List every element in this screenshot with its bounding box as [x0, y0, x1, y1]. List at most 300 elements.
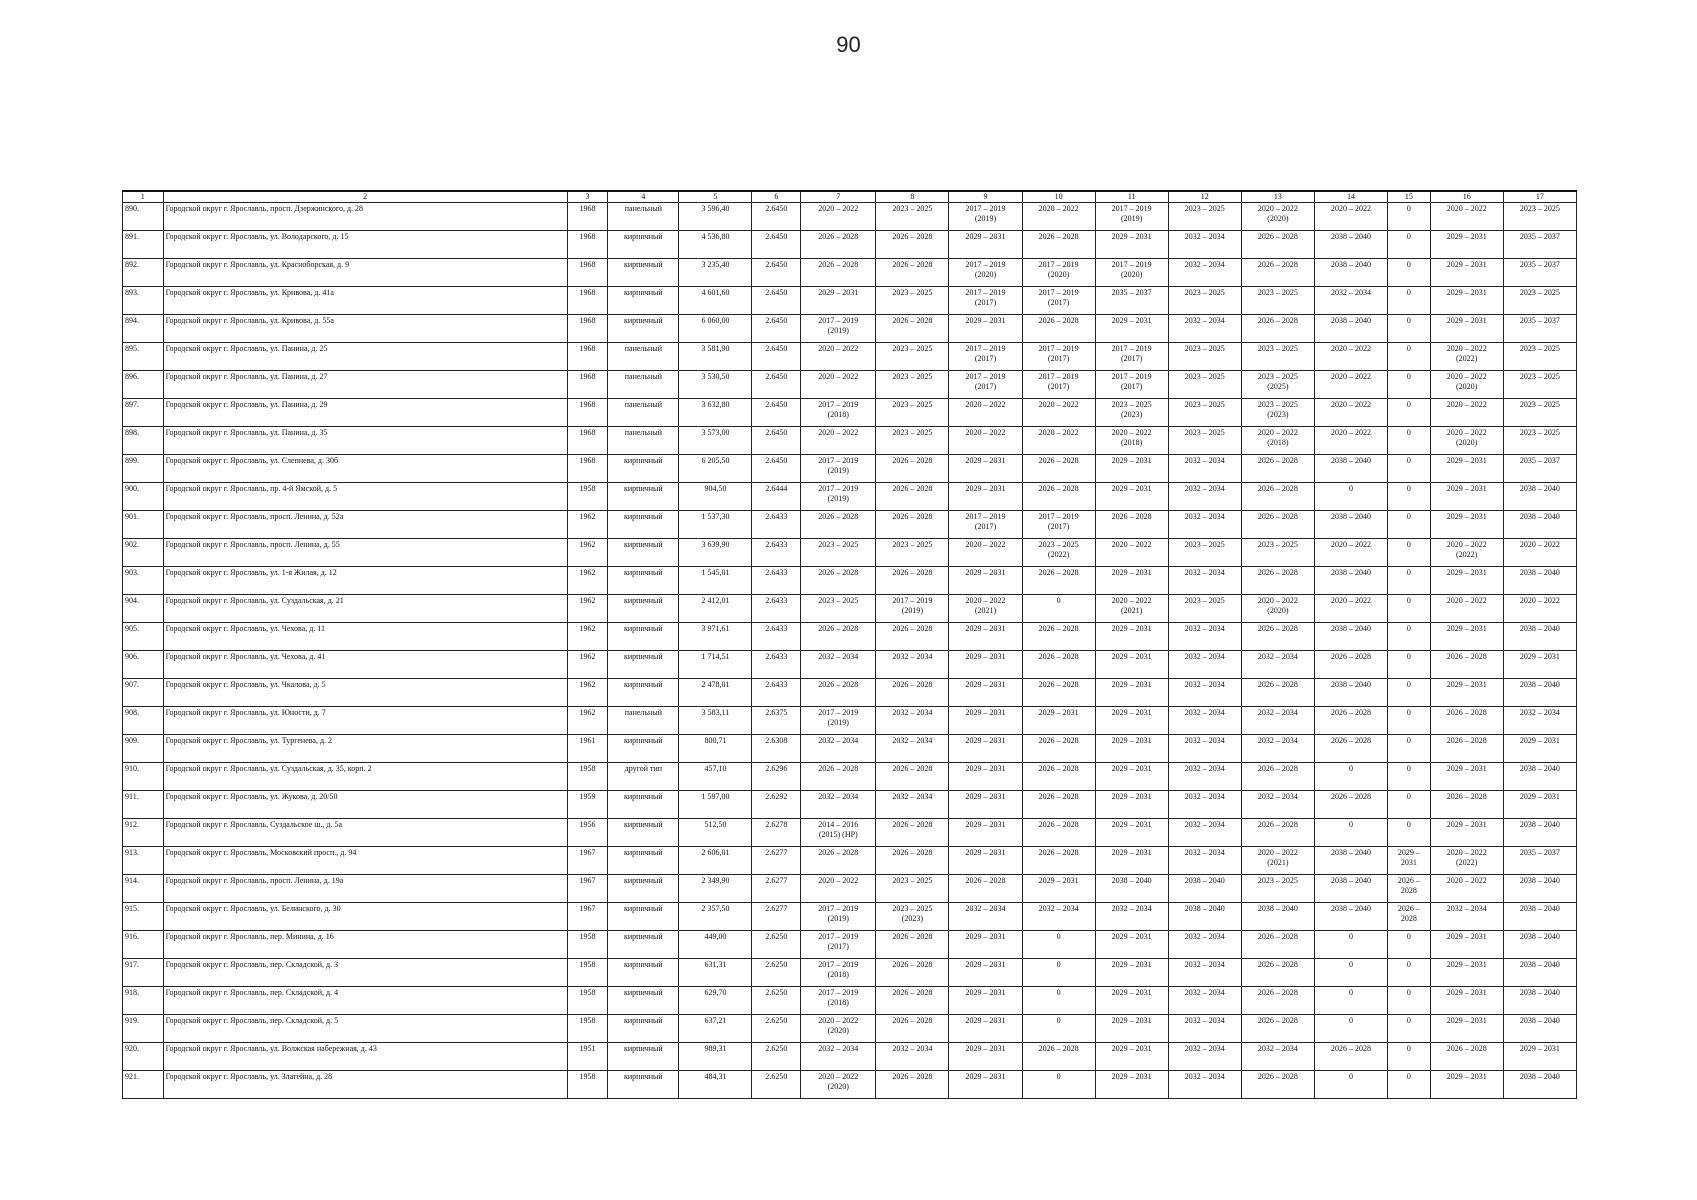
table-cell: 2017 – 2019 (2017) [1022, 287, 1095, 315]
table-cell: 2032 – 2034 [1168, 791, 1241, 819]
table-cell: 2.6296 [752, 763, 801, 791]
table-cell: 2032 – 2034 [1168, 1071, 1241, 1099]
table-cell: 2017 – 2019 (2019) [801, 315, 876, 343]
table-cell: 2029 – 2031 [949, 1043, 1022, 1071]
table-cell: 2026 – 2028 [876, 847, 949, 875]
column-header: 5 [679, 191, 752, 203]
address-cell: Городской округ г. Ярославль, просп. Ленина, д. 52а [163, 511, 567, 539]
table-cell: 0 [1388, 735, 1431, 763]
table-row [123, 959, 1577, 987]
table-cell: 2029 – 2031 [1430, 455, 1503, 483]
table-cell: 2023 – 2025 [1168, 595, 1241, 623]
address-cell: Городской округ г. Ярославль, ул. 1-я Жилая, д. 12 [163, 567, 567, 595]
table-cell: 2026 – 2028 [1241, 623, 1314, 651]
table-cell: панельный [608, 707, 679, 735]
table-cell: 2032 – 2034 [1168, 483, 1241, 511]
table-cell: 2017 – 2019 (2019) [876, 595, 949, 623]
table-row [123, 287, 1577, 315]
row-number-cell: 894. [123, 315, 164, 343]
table-cell: 2023 – 2025 (2025) [1241, 371, 1314, 399]
table-cell: 2026 – 2028 [1314, 791, 1387, 819]
table-row [123, 259, 1577, 287]
table-cell: 449,00 [679, 931, 752, 959]
table-cell: 2029 – 2031 [1430, 511, 1503, 539]
address-cell: Городской округ г. Ярославль, ул. Чехова, д. 41 [163, 651, 567, 679]
table-cell: кирпичный [608, 679, 679, 707]
table-cell: 2026 – 2028 [1022, 315, 1095, 343]
table-cell: 2038 – 2040 [1503, 1071, 1576, 1099]
table-cell: 4 601,60 [679, 287, 752, 315]
table-cell: 2032 – 2034 [1168, 679, 1241, 707]
table-cell: 2026 – 2028 [801, 511, 876, 539]
table-cell: 0 [1022, 987, 1095, 1015]
table-cell: 2026 – 2028 [876, 1071, 949, 1099]
table-cell: панельный [608, 399, 679, 427]
table-cell: 629,70 [679, 987, 752, 1015]
table-cell: 2023 – 2025 [1241, 343, 1314, 371]
row-number-cell: 917. [123, 959, 164, 987]
table-cell: 2023 – 2025 [801, 595, 876, 623]
table-cell: 2023 – 2025 [1168, 539, 1241, 567]
table-cell: кирпичный [608, 903, 679, 931]
table-cell: 2029 – 2031 [1430, 259, 1503, 287]
table-cell: 2038 – 2040 [1314, 875, 1387, 903]
table-cell: 2032 – 2034 [1168, 567, 1241, 595]
table-cell: 2026 – 2028 [876, 231, 949, 259]
table-cell: 2029 – 2031 [949, 455, 1022, 483]
row-number-cell: 907. [123, 679, 164, 707]
row-number-cell: 902. [123, 539, 164, 567]
table-cell: кирпичный [608, 791, 679, 819]
table-cell: 1968 [567, 203, 608, 231]
table-cell: 2026 – 2028 [876, 511, 949, 539]
table-cell: 637,21 [679, 1015, 752, 1043]
table-row [123, 903, 1577, 931]
table-cell: 2020 – 2022 (2022) [1430, 847, 1503, 875]
table-cell: 2029 – 2031 [1095, 1043, 1168, 1071]
table-cell: 2035 – 2037 [1095, 287, 1168, 315]
table-cell: 2014 – 2016 (2015) (НР) [801, 819, 876, 847]
table-cell: 2032 – 2034 [1168, 735, 1241, 763]
page-number: 90 [836, 32, 861, 57]
table-cell: 2026 – 2028 [876, 819, 949, 847]
table-cell: 2.6450 [752, 287, 801, 315]
table-cell: 2026 – 2028 [1241, 315, 1314, 343]
table-cell: 2020 – 2022 (2020) [801, 1071, 876, 1099]
table-cell: 2032 – 2034 [801, 791, 876, 819]
table-cell: 2.6450 [752, 399, 801, 427]
table-cell: 2017 – 2019 (2019) [801, 483, 876, 511]
table-row [123, 735, 1577, 763]
table-cell: 2023 – 2025 [1241, 539, 1314, 567]
housing-schedule-table [122, 190, 1577, 1099]
table-cell: 2023 – 2025 [1168, 427, 1241, 455]
address-cell: Городской округ г. Ярославль, ул. Белинского, д. 30 [163, 903, 567, 931]
table-cell: 2020 – 2022 [1314, 399, 1387, 427]
table-cell: 0 [1388, 427, 1431, 455]
table-cell: 2029 – 2031 [1430, 623, 1503, 651]
table-cell: 2032 – 2034 [1241, 1043, 1314, 1071]
table-cell: 2017 – 2019 (2019) [801, 903, 876, 931]
table-cell: 2017 – 2019 (2017) [949, 287, 1022, 315]
table-cell: 2026 – 2028 [1388, 875, 1431, 903]
table-cell: 2017 – 2019 (2017) [801, 931, 876, 959]
table-cell: 2029 – 2031 [1095, 231, 1168, 259]
table-cell: 2023 – 2025 [1503, 343, 1576, 371]
table-cell: 2029 – 2031 [1430, 931, 1503, 959]
table-cell: 2035 – 2037 [1503, 455, 1576, 483]
row-number-cell: 905. [123, 623, 164, 651]
address-cell: Городской округ г. Ярославль, ул. Володарского, д. 15 [163, 231, 567, 259]
table-cell: 2029 – 2031 [949, 567, 1022, 595]
table-cell: 2029 – 2031 [949, 1015, 1022, 1043]
table-cell: 2017 – 2019 (2019) [801, 707, 876, 735]
table-cell: 2023 – 2025 [1168, 287, 1241, 315]
table-cell: 2029 – 2031 [1095, 959, 1168, 987]
table-cell: кирпичный [608, 959, 679, 987]
table-cell: 1959 [567, 791, 608, 819]
row-number-cell: 898. [123, 427, 164, 455]
table-cell: 2020 – 2022 (2021) [949, 595, 1022, 623]
column-header: 10 [1022, 191, 1095, 203]
table-cell: 904,50 [679, 483, 752, 511]
table-cell: 2020 – 2022 [1430, 875, 1503, 903]
table-cell: 2026 – 2028 [1241, 819, 1314, 847]
table-cell: 2017 – 2019 (2018) [801, 399, 876, 427]
table-cell: кирпичный [608, 875, 679, 903]
table-cell: 2026 – 2028 [1314, 735, 1387, 763]
table-cell: 2026 – 2028 [1022, 735, 1095, 763]
table-cell: 2.6250 [752, 1043, 801, 1071]
table-cell: 2026 – 2028 [1022, 567, 1095, 595]
table-cell: 2.6433 [752, 511, 801, 539]
table-cell: 2032 – 2034 [876, 651, 949, 679]
table-row [123, 791, 1577, 819]
table-cell: 1958 [567, 763, 608, 791]
table-cell: 2038 – 2040 [1314, 679, 1387, 707]
table-cell: 2020 – 2022 [1022, 427, 1095, 455]
table-cell: 2017 – 2019 (2018) [801, 959, 876, 987]
address-cell: Городской округ г. Ярославль, ул. Кривова, д. 41а [163, 287, 567, 315]
table-row [123, 455, 1577, 483]
row-number-cell: 908. [123, 707, 164, 735]
row-number-cell: 914. [123, 875, 164, 903]
table-cell: 2020 – 2022 [949, 427, 1022, 455]
table-row [123, 567, 1577, 595]
table-row [123, 623, 1577, 651]
table-cell: 1968 [567, 371, 608, 399]
table-cell: 1961 [567, 735, 608, 763]
table-cell: 1 545,01 [679, 567, 752, 595]
table-cell: 2032 – 2034 [1168, 847, 1241, 875]
address-cell: Городской округ г. Ярославль, ул. Чкалова, д. 5 [163, 679, 567, 707]
table-cell: 512,50 [679, 819, 752, 847]
table-row [123, 595, 1577, 623]
table-cell: 2032 – 2034 [801, 1043, 876, 1071]
table-cell: 2026 – 2028 [1388, 903, 1431, 931]
row-number-cell: 911. [123, 791, 164, 819]
table-cell: 1951 [567, 1043, 608, 1071]
table-cell: 2017 – 2019 (2020) [1022, 259, 1095, 287]
row-number-cell: 901. [123, 511, 164, 539]
table-cell: 2032 – 2034 [1095, 903, 1168, 931]
address-cell: Городской округ г. Ярославль, пр. 4-й Ямской, д. 5 [163, 483, 567, 511]
table-cell: 2.6250 [752, 959, 801, 987]
table-cell: 2032 – 2034 [949, 903, 1022, 931]
table-cell: 2020 – 2022 (2021) [1241, 847, 1314, 875]
table-cell: 2017 – 2019 (2020) [1095, 259, 1168, 287]
table-cell: 2.6278 [752, 819, 801, 847]
table-cell: 2026 – 2028 [1314, 651, 1387, 679]
table-cell: 2023 – 2025 (2023) [876, 903, 949, 931]
table-cell: 0 [1388, 539, 1431, 567]
table-cell: 4 536,80 [679, 231, 752, 259]
table-cell: 0 [1022, 1071, 1095, 1099]
table-cell: 2038 – 2040 [1314, 315, 1387, 343]
table-cell: кирпичный [608, 455, 679, 483]
table-cell: 1 537,30 [679, 511, 752, 539]
row-number-cell: 909. [123, 735, 164, 763]
table-cell: 2029 – 2031 [1095, 931, 1168, 959]
table-cell: 2017 – 2019 (2017) [949, 371, 1022, 399]
table-cell: 2.6433 [752, 679, 801, 707]
table-cell: панельный [608, 203, 679, 231]
row-number-cell: 899. [123, 455, 164, 483]
table-cell: 0 [1314, 819, 1387, 847]
table-cell: 2038 – 2040 [1314, 847, 1387, 875]
address-cell: Городской округ г. Ярославль, ул. Суздальская, д. 21 [163, 595, 567, 623]
table-cell: 2038 – 2040 [1314, 259, 1387, 287]
table-cell: 1962 [567, 511, 608, 539]
address-cell: Городской округ г. Ярославль, ул. Жукова, д. 20/50 [163, 791, 567, 819]
table-cell: 0 [1314, 763, 1387, 791]
table-cell: 0 [1388, 651, 1431, 679]
table-cell: 2026 – 2028 [801, 259, 876, 287]
table-cell: 0 [1388, 203, 1431, 231]
table-cell: 2026 – 2028 [876, 315, 949, 343]
table-cell: 2020 – 2022 [949, 399, 1022, 427]
table-cell: 2026 – 2028 [876, 455, 949, 483]
table-cell: 2023 – 2025 [1241, 287, 1314, 315]
table-cell: 0 [1388, 987, 1431, 1015]
table-cell: 2026 – 2028 [1241, 511, 1314, 539]
table-cell: 2.6277 [752, 875, 801, 903]
table-cell: 1968 [567, 231, 608, 259]
table-cell: 800,71 [679, 735, 752, 763]
table-cell: 2029 – 2031 [1430, 231, 1503, 259]
table-cell: 0 [1388, 1043, 1431, 1071]
table-cell: 2.6292 [752, 791, 801, 819]
table-cell: 2023 – 2025 [1503, 287, 1576, 315]
table-cell: 2020 – 2022 [1314, 343, 1387, 371]
address-cell: Городской округ г. Ярославль, ул. Панина, д. 29 [163, 399, 567, 427]
table-cell: 1968 [567, 399, 608, 427]
table-cell: 2032 – 2034 [1168, 987, 1241, 1015]
table-cell: 2020 – 2022 (2020) [1241, 203, 1314, 231]
table-cell: 2020 – 2022 [801, 203, 876, 231]
table-cell: 2038 – 2040 [1503, 903, 1576, 931]
table-row [123, 931, 1577, 959]
row-number-cell: 903. [123, 567, 164, 595]
table-cell: кирпичный [608, 1071, 679, 1099]
table-cell: 2032 – 2034 [1168, 931, 1241, 959]
table-cell: 2017 – 2019 (2018) [801, 987, 876, 1015]
table-cell: кирпичный [608, 315, 679, 343]
table-cell: кирпичный [608, 539, 679, 567]
table-cell: 2023 – 2025 [876, 875, 949, 903]
table-cell: 2032 – 2034 [876, 735, 949, 763]
table-cell: 989,31 [679, 1043, 752, 1071]
table-cell: 2026 – 2028 [801, 231, 876, 259]
table-cell: 2038 – 2040 [1503, 931, 1576, 959]
table-cell: 2.6250 [752, 931, 801, 959]
table-cell: 2029 – 2031 [1095, 987, 1168, 1015]
table-cell: 2032 – 2034 [1168, 511, 1241, 539]
address-cell: Городской округ г. Ярославль, ул. Златейна, д. 28 [163, 1071, 567, 1099]
table-cell: 2032 – 2034 [1168, 819, 1241, 847]
table-cell: 2029 – 2031 [1430, 959, 1503, 987]
table-cell: 0 [1388, 1071, 1431, 1099]
table-body [123, 203, 1577, 1099]
table-cell: 2.6444 [752, 483, 801, 511]
table-cell: 2029 – 2031 [1430, 1015, 1503, 1043]
table-cell: 1968 [567, 455, 608, 483]
column-header: 9 [949, 191, 1022, 203]
table-cell: 1958 [567, 959, 608, 987]
table-cell: 2 606,01 [679, 847, 752, 875]
table-cell: 0 [1388, 595, 1431, 623]
table-cell: 2029 – 2031 [1503, 1043, 1576, 1071]
table-cell: кирпичный [608, 819, 679, 847]
column-header: 3 [567, 191, 608, 203]
table-cell: 2026 – 2028 [1241, 763, 1314, 791]
table-cell: 2023 – 2025 [1503, 371, 1576, 399]
table-cell: кирпичный [608, 595, 679, 623]
table-cell: 2017 – 2019 (2017) [1095, 343, 1168, 371]
table-cell: 2020 – 2022 [949, 539, 1022, 567]
table-cell: 2029 – 2031 [949, 231, 1022, 259]
table-cell: 0 [1388, 931, 1431, 959]
table-cell: 2032 – 2034 [1168, 623, 1241, 651]
table-row [123, 1015, 1577, 1043]
table-cell: 2026 – 2028 [1430, 1043, 1503, 1071]
table-cell: 1962 [567, 707, 608, 735]
table-cell: 2026 – 2028 [1430, 735, 1503, 763]
table-cell: 2026 – 2028 [1022, 651, 1095, 679]
table-cell: 1 714,51 [679, 651, 752, 679]
table-cell: 2035 – 2037 [1503, 231, 1576, 259]
address-cell: Городской округ г. Ярославль, ул. Волжская набережная, д. 43 [163, 1043, 567, 1071]
row-number-cell: 912. [123, 819, 164, 847]
table-cell: 2020 – 2022 [1314, 371, 1387, 399]
row-number-cell: 904. [123, 595, 164, 623]
table-cell: 2038 – 2040 [1095, 875, 1168, 903]
table-cell: 2038 – 2040 [1503, 511, 1576, 539]
table-cell: 2.6450 [752, 427, 801, 455]
table-cell: 0 [1388, 287, 1431, 315]
table-cell: 2017 – 2019 (2017) [949, 511, 1022, 539]
table-cell: 2.6433 [752, 595, 801, 623]
table-cell: 2020 – 2022 (2018) [1241, 427, 1314, 455]
table-cell: 2020 – 2022 [801, 875, 876, 903]
table-row [123, 847, 1577, 875]
table-cell: кирпичный [608, 987, 679, 1015]
table-cell: 2029 – 2031 [1430, 567, 1503, 595]
table-cell: 1968 [567, 287, 608, 315]
row-number-cell: 906. [123, 651, 164, 679]
row-number-cell: 910. [123, 763, 164, 791]
table-cell: 2038 – 2040 [1241, 903, 1314, 931]
table-cell: 2023 – 2025 [876, 343, 949, 371]
table-cell: 2032 – 2034 [801, 735, 876, 763]
table-cell: 2020 – 2022 [1430, 203, 1503, 231]
table-cell: 2032 – 2034 [1168, 651, 1241, 679]
table-cell: 2020 – 2022 (2020) [1430, 371, 1503, 399]
table-cell: 2032 – 2034 [1168, 455, 1241, 483]
table-cell: 2038 – 2040 [1168, 875, 1241, 903]
table-cell: 2023 – 2025 [876, 539, 949, 567]
table-cell: 0 [1388, 231, 1431, 259]
table-cell: 2.6433 [752, 539, 801, 567]
table-cell: 2029 – 2031 [1095, 679, 1168, 707]
table-cell: 2029 – 2031 [1430, 819, 1503, 847]
table-cell: 2038 – 2040 [1314, 903, 1387, 931]
table-cell: 2026 – 2028 [1241, 483, 1314, 511]
address-cell: Городской округ г. Ярославль, пер. Складской, д. 4 [163, 987, 567, 1015]
table-cell: 2020 – 2022 (2020) [1241, 595, 1314, 623]
table-cell: 0 [1388, 259, 1431, 287]
table-cell: 2.6250 [752, 987, 801, 1015]
table-cell: 2032 – 2034 [1241, 707, 1314, 735]
table-cell: 2032 – 2034 [1241, 735, 1314, 763]
table-cell: 0 [1388, 371, 1431, 399]
address-cell: Городской округ г. Ярославль, просп. Ленина, д. 55 [163, 539, 567, 567]
column-number-row [123, 191, 1577, 203]
table-cell: 2017 – 2019 (2017) [1022, 511, 1095, 539]
table-cell: 0 [1022, 931, 1095, 959]
table-cell: 2020 – 2022 [1503, 595, 1576, 623]
table-cell: 1962 [567, 539, 608, 567]
table-cell: 2026 – 2028 [1022, 455, 1095, 483]
table-cell: 2026 – 2028 [876, 959, 949, 987]
table-cell: 2020 – 2022 [801, 427, 876, 455]
table-cell: кирпичный [608, 651, 679, 679]
table-cell: 2.6450 [752, 371, 801, 399]
table-cell: 2.6433 [752, 567, 801, 595]
table-cell: 0 [1388, 455, 1431, 483]
table-cell: 2023 – 2025 [1168, 399, 1241, 427]
table-cell: 0 [1022, 1015, 1095, 1043]
table-row [123, 819, 1577, 847]
table-cell: 2029 – 2031 [801, 287, 876, 315]
table-row [123, 679, 1577, 707]
table-cell: 2029 – 2031 [1095, 567, 1168, 595]
table-cell: 2032 – 2034 [1168, 1015, 1241, 1043]
table-row [123, 707, 1577, 735]
table-cell: 2017 – 2019 (2017) [1022, 371, 1095, 399]
table-cell: 2032 – 2034 [1168, 231, 1241, 259]
table-cell: 3 581,90 [679, 343, 752, 371]
table-cell: 2020 – 2022 [1022, 399, 1095, 427]
table-cell: 2026 – 2028 [1022, 791, 1095, 819]
table-cell: 2035 – 2037 [1503, 847, 1576, 875]
table-cell: 0 [1388, 343, 1431, 371]
table-cell: 1958 [567, 1015, 608, 1043]
table-cell: 3 639,90 [679, 539, 752, 567]
table-cell: 1956 [567, 819, 608, 847]
table-cell: 2038 – 2040 [1168, 903, 1241, 931]
table-cell: 0 [1388, 483, 1431, 511]
